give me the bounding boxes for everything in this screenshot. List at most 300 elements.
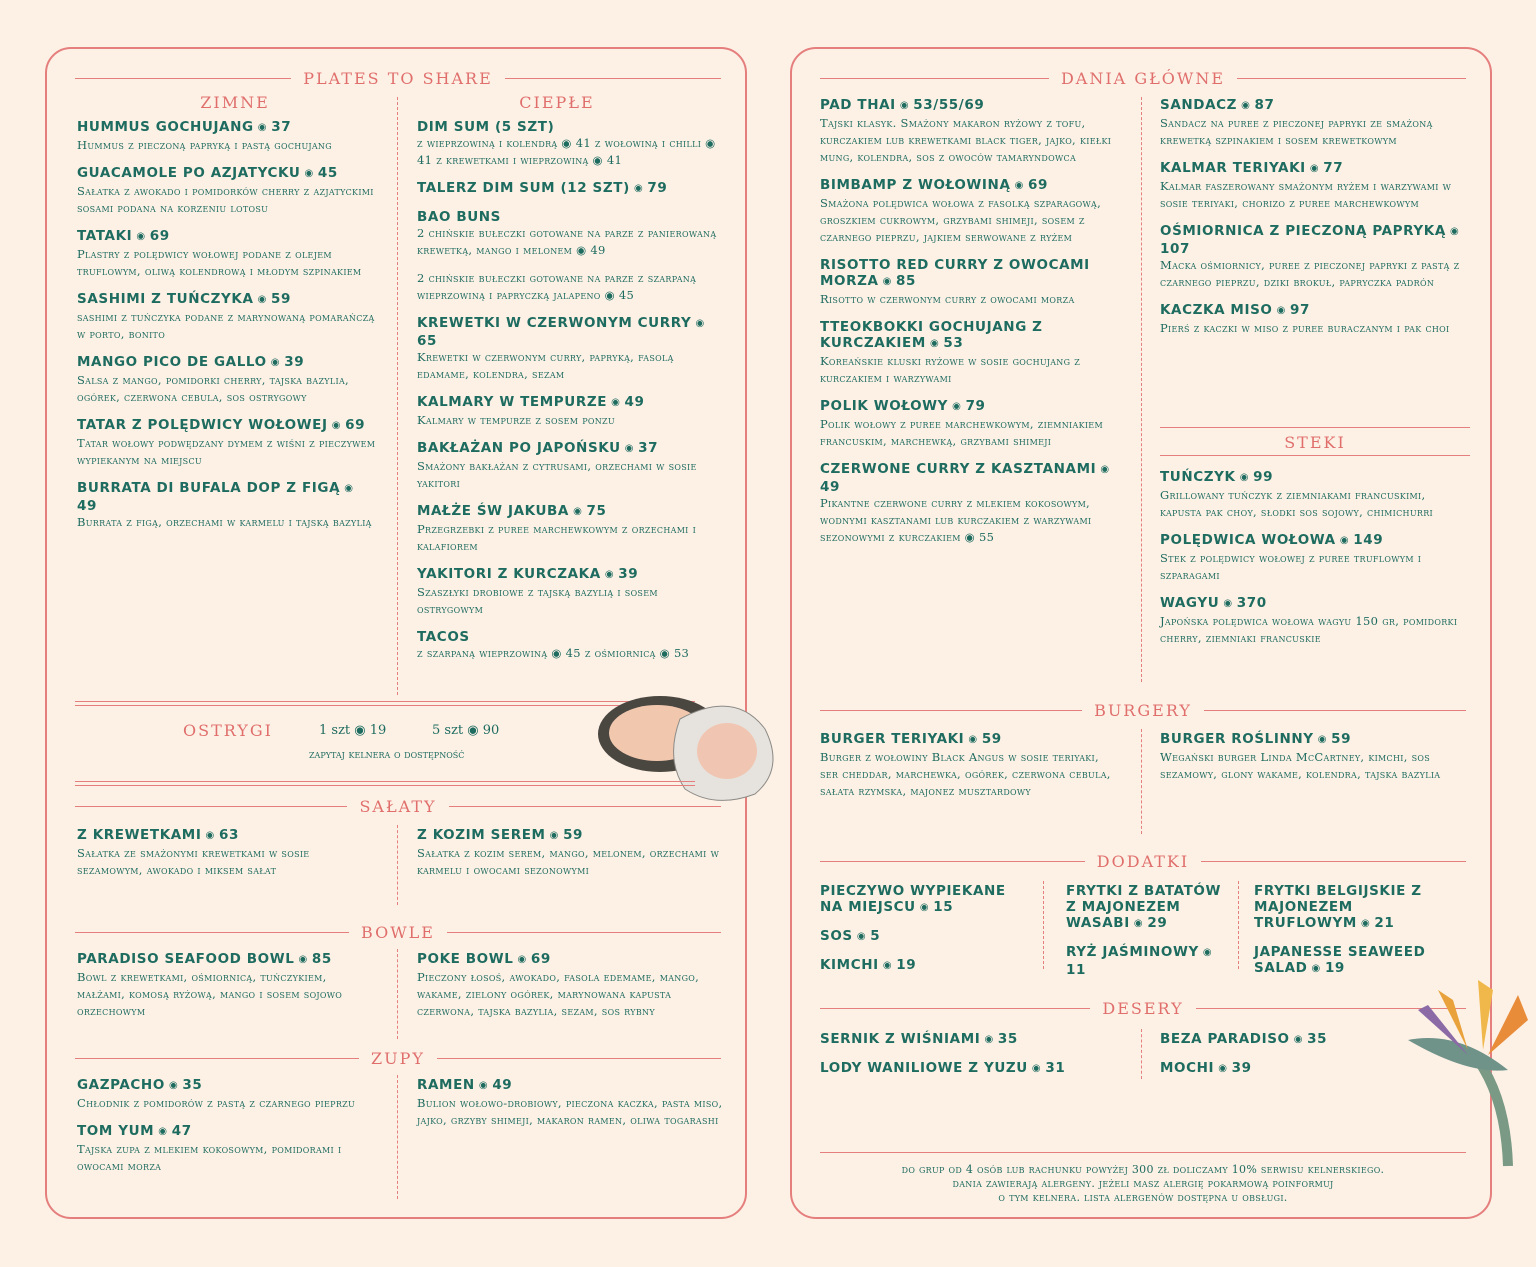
price-bullet-icon: ◉ [1219,598,1237,609]
section-header-zupy: ZUPY [75,1049,721,1068]
menu-item-description: Tajska zupa z mlekiem kokosowym, pomidorami i owocami morza [77,1142,342,1173]
price-bullet-icon: ◉ [629,183,648,194]
menu-item-price: 49 [77,498,97,514]
menu-item [820,1031,1120,1049]
menu-item-description: Hummus z pieczoną papryką i pastą gochujang [77,138,332,152]
item-name-text: BAKŁAŻAN PO JAPOŃSKU [417,440,621,456]
price-bullet-icon: ◉ [1237,100,1255,111]
price-bullet-icon: ◉ [1235,472,1254,483]
menu-item [417,1077,727,1129]
item-name-text: BAO BUNS [417,209,501,225]
menu-item-price: 69 [1028,177,1048,193]
list-bowle-2 [417,951,727,1031]
subheader-cieple: CIEPŁE [519,93,595,112]
item-name-text: PAD THAI [820,97,896,113]
menu-item-description: 2 chińskie bułeczki gotowane na parze z panierowaną krewetką, mango i melonem ◉ 49 [417,226,717,257]
menu-item-description: Polik wołowy z puree marchewkowym, ziemniakiem francuskim, marchewką, grzybami shimeji [820,417,1103,448]
menu-item [1160,97,1460,149]
menu-item [77,1123,377,1175]
menu-item-description: Stek z polędwicy wołowej z puree truflowym i szparagami [1160,551,1422,582]
menu-item-name [77,354,377,372]
price-bullet-icon: ◉ [1214,1063,1232,1074]
menu-item [77,119,377,154]
item-name-text: SERNIK Z WIŚNIAMI [820,1031,981,1047]
menu-item-price: 39 [284,354,305,370]
menu-item [417,270,727,304]
menu-item-price: 53 [943,335,964,351]
divider-line [75,781,695,782]
item-name-text: RYŻ JAŚMINOWY [1066,944,1199,960]
list-zupy-1 [77,1077,377,1186]
menu-item-description: Bowl z krewetkami, ośmiornicą, tuńczykiem, małżami, komosą ryżową, mango i sosem sojowo orzechowym [77,970,343,1018]
menu-item-price: 29 [1147,915,1168,931]
price-bullet-icon: ◉ [513,954,531,965]
menu-item [77,1077,377,1112]
menu-item [820,461,1120,546]
menu-item-name [820,731,1120,749]
price-bullet-icon: ◉ [253,294,272,305]
menu-item-name [417,951,727,969]
item-name-text: RISOTTO RED CURRY Z OWOCAMI MORZA [820,257,1090,289]
menu-item [1160,532,1460,584]
menu-item [77,228,377,280]
price-bullet-icon: ◉ [964,734,982,745]
menu-item-name [1066,944,1236,978]
menu-item [1160,160,1460,212]
menu-item [77,354,377,406]
menu-item-description: Kalmar faszerowany smażonym ryżem i warzywami w sosie teriyaki, chorizo z puree marchewkowym [1160,179,1452,210]
menu-item-description: Japońska polędwica wołowa wagyu 150 gr, pomidorki cherry, ziemniaki francuskie [1160,614,1458,645]
menu-item-name [1160,469,1460,487]
menu-item [820,398,1120,450]
divider-line [1160,455,1470,456]
price-bullet-icon: ◉ [1307,963,1325,974]
menu-item [417,209,727,259]
menu-item-price: 11 [1066,962,1086,978]
price-bullet-icon: ◉ [1289,1034,1308,1045]
menu-item [1254,944,1454,978]
item-name-text: KACZKA MISO [1160,302,1273,318]
menu-item-name [1160,302,1460,320]
menu-item-name [1254,944,1454,978]
menu-item-price: 65 [417,333,437,349]
menu-item-name [1160,731,1460,749]
menu-item-price: 39 [1231,1060,1252,1076]
menu-item-price: 19 [896,957,917,973]
item-name-text: KREWETKI W CZERWONYM CURRY [417,315,692,331]
menu-item-description: Koreańskie kluski ryżowe w sosie gochujang z kurczakiem i warzywami [820,354,1081,385]
item-name-text: Z KOZIM SEREM [417,827,546,843]
price-bullet-icon: ◉ [878,276,897,287]
item-name-text: FRYTKI Z BATATÓW Z MAJONEZEM WASABI [1066,883,1221,931]
menu-item-price: 77 [1323,160,1344,176]
price-bullet-icon: ◉ [1129,918,1148,929]
menu-item-price: 75 [586,503,607,519]
menu-item-description: z wieprzowiną i kolendrą ◉ 41 z wołowiną i chilli ◉ 41 z krewetkami i wieprzowiną ◉ 41 [417,136,716,167]
menu-item-name [1160,160,1460,178]
item-name-text: POLIK WOŁOWY [820,398,949,414]
menu-item-name [77,165,377,183]
menu-item [77,165,377,217]
section-header-dodatki: DODATKI [820,852,1466,871]
menu-item [417,440,727,492]
menu-item-price: 49 [820,479,840,495]
list-cieple [417,119,727,673]
oyster-note: zapytaj kelnera o dostępność [309,747,465,761]
menu-item-name [77,291,377,309]
menu-item-description: Sałatka z awokado i pomidorków cherry z azjatyckimi sosami podana na korzeniu lotosu [77,184,374,215]
menu-item-name [77,951,377,969]
column-divider [397,825,398,905]
menu-item-description: Burrata z figą, orzechami w karmelu i tajską bazylią [77,515,372,529]
flower-stem [1478,1060,1508,1166]
menu-item-price: 49 [624,394,645,410]
menu-item-name [417,180,727,198]
item-name-text: BEZA PARADISO [1160,1031,1290,1047]
menu-item-name [820,461,1120,495]
list-desery-1 [820,1031,1120,1089]
list-salaty-2 [417,827,727,890]
flower-petal [1488,995,1528,1055]
menu-item [820,1060,1120,1078]
menu-item [1160,731,1460,783]
menu-item [1066,883,1236,933]
menu-item [417,315,727,383]
menu-item [417,827,727,879]
price-bullet-icon: ◉ [620,443,639,454]
menu-item-price: 59 [271,291,292,307]
menu-item-name [77,1123,377,1141]
price-bullet-icon: ◉ [1198,947,1213,958]
menu-item [77,417,377,469]
menu-item-price: 37 [638,440,659,456]
item-name-text: BURGER ROŚLINNY [1160,731,1314,747]
menu-item-description: Tajski klasyk. Smażony makaron ryżowy z tofu, kurczakiem lub krewetkami black tiger, jajko, kiełki mung, kolendra, sos z owoców tamaryndowca [820,116,1112,164]
menu-item-name [417,827,727,845]
menu-item-name [1160,97,1460,115]
section-header-dania: DANIA GŁÓWNE [820,69,1466,88]
price-bullet-icon: ◉ [132,231,150,242]
menu-item-name [820,319,1120,353]
menu-item-description: Bulion wołowo-drobiowy, pieczona kaczka, pasta miso, jajko, grzyby shimeji, makaron ramen, oliwa togarashi [417,1096,723,1127]
price-bullet-icon: ◉ [164,1080,183,1091]
price-bullet-icon: ◉ [600,569,619,580]
price-bullet-icon: ◉ [327,420,346,431]
menu-item [1160,302,1460,337]
menu-item [77,951,377,1020]
menu-item [1160,223,1460,291]
column-divider [1043,881,1044,969]
menu-item [820,177,1120,246]
list-steki [1160,469,1460,658]
section-header-salaty: SAŁATY [75,797,721,816]
menu-item-name [820,398,1120,416]
menu-item-price: 31 [1045,1060,1066,1076]
item-name-text: SANDACZ [1160,97,1238,113]
item-name-text: TATAKI [77,228,133,244]
item-name-text: KALMAR TERIYAKI [1160,160,1306,176]
price-bullet-icon: ◉ [300,168,318,179]
list-zupy-2 [417,1077,727,1140]
footer-note: do grup od 4 osób lub rachunku powyżej 300 zł doliczamy 10% serwisu kelnerskiego. dania zawierają alergeny. jeżeli masz alergię pokarmową poinformuj o tym kelnera. lista alergenów dostępna u obsługi. [901,1163,1385,1204]
menu-item-description: 2 chińskie bułeczki gotowane na parze z szarpaną wieprzowiną i papryczką jalapeno ◉ 45 [417,271,697,302]
list-bowle-1 [77,951,377,1031]
item-name-text: MAŁŻE ŚW JAKUBA [417,503,569,519]
menu-item-description: Pierś z kaczki w miso z puree buraczanym i pak choi [1160,321,1450,335]
list-dodatki-3 [1254,883,1454,989]
oyster-price-1: 1 szt ◉ 19 [319,723,387,738]
menu-item-name [820,257,1120,291]
menu-item-name [1160,532,1460,550]
menu-item [417,566,727,618]
divider-line [820,1152,1466,1153]
menu-item-price: 59 [563,827,584,843]
menu-item-name [417,629,727,645]
item-name-text: JAPANESSE SEAWEED SALAD [1254,944,1426,976]
price-bullet-icon: ◉ [915,902,934,913]
oyster-illustration [595,689,785,807]
column-divider [397,97,398,695]
item-name-text: PIECZYWO WYPIEKANE NA MIEJSCU [820,883,1006,915]
subheader-ostrygi: OSTRYGI [183,721,273,740]
list-burgery-2 [1160,731,1460,794]
column-divider [397,1075,398,1199]
item-name-text: BIMBAMP Z WOŁOWINĄ [820,177,1011,193]
menu-item-price: 15 [933,899,954,915]
menu-item-description: Macka ośmiornicy, puree z pieczonej papryki z pastą z czarnego pieprzu, dziki brokuł, papryczka padrón [1160,258,1460,289]
item-name-text: RAMEN [417,1077,475,1093]
menu-item-price: 35 [182,1077,203,1093]
price-bullet-icon: ◉ [852,931,871,942]
menu-item-description: Sandacz na puree z pieczonej papryki ze smażoną krewetką szpinakiem i sosem krewetkowym [1160,116,1433,147]
menu-item-price: 47 [171,1123,192,1139]
menu-item-description: Risotto w czerwonym curry z owocami morza [820,292,1075,306]
menu-item-description: sashimi z tuńczyka podane z marynowaną pomarańczą w porto, bonito [77,310,375,341]
item-name-text: OŚMIORNICA Z PIECZONĄ PAPRYKĄ [1160,223,1446,239]
menu-item [820,97,1120,166]
column-divider [1141,729,1142,834]
price-bullet-icon: ◉ [691,318,705,329]
price-bullet-icon: ◉ [1010,180,1028,191]
menu-item-description: Pikantne czerwone curry z mlekiem kokosowym, wodnymi kasztanami lub kurczakiem z warzywami sezonowymi z kurczakiem ◉ 55 [820,496,1092,544]
item-name-text: TOM YUM [77,1123,155,1139]
price-bullet-icon: ◉ [266,357,285,368]
menu-item-description: Sałatka ze smażonymi krewetkami w sosie sezamowym, awokado i miksem sałat [77,846,310,877]
menu-item-description: Plastry z polędwicy wołowej podane z olejem truflowym, oliwą kolendrową i młodym szpinakiem [77,247,362,278]
price-bullet-icon: ◉ [1313,734,1332,745]
list-dodatki-2 [1066,883,1236,989]
price-bullet-icon: ◉ [980,1034,998,1045]
menu-item-name [417,209,727,225]
menu-item-name [417,503,727,521]
menu-item-description: Salsa z mango, pomidorki cherry, tajska bazylia, ogórek, czerwona cebula, sos ostrygowy [77,373,349,404]
price-bullet-icon: ◉ [545,830,564,841]
menu-item-price: 69 [530,951,551,967]
list-burgery-1 [820,731,1120,811]
menu-item-name [1254,883,1454,933]
item-name-text: POKE BOWL [417,951,514,967]
section-header-bowle: BOWLE [75,923,721,942]
menu-item [820,883,1020,917]
menu-item-price: 107 [1160,241,1190,257]
menu-item-description: Pieczony łosoś, awokado, fasola edemame, mango, wakame, zielony ogórek, marynowana kapusta czerwona, tajska bazylia, sezam, sos rybny [417,970,700,1018]
oyster-flesh-2 [697,723,757,779]
item-name-text: TATAR Z POLĘDWICY WOŁOWEJ [77,417,328,433]
menu-item [1066,944,1236,978]
menu-item [417,394,727,429]
item-name-text: HUMMUS GOCHUJANG [77,119,254,135]
menu-item-description: z szarpaną wieprzowiną ◉ 45 z ośmiornicą ◉ 53 [417,646,690,660]
menu-item-name [417,315,727,349]
menu-item-price: 49 [492,1077,513,1093]
item-name-text: TALERZ DIM SUM (12 SZT) [417,180,630,196]
section-header-plates: PLATES TO SHARE [75,69,721,88]
item-name-text: SASHIMI Z TUŃCZYKA [77,291,254,307]
menu-item [417,503,727,555]
menu-item-description: Smażona polędwica wołowa z fasolką szparagową, groszkiem cukrowym, grzybami shimeji, sosem z czarnego pieprzu, jajkiem serwowane z ryżem [820,196,1102,244]
column-divider [1238,881,1239,969]
menu-item-description: Wegański burger Linda McCartney, kimchi, sos sezamowy, glony wakame, kolendra, tajska bazylia [1160,750,1441,781]
left-menu-panel [45,47,747,1219]
menu-item-description: Szaszłyki drobiowe z tajską bazylią i sosem ostrygowym [417,585,658,616]
menu-item-name [417,119,727,135]
menu-item [820,731,1120,800]
menu-item-price: 21 [1374,915,1395,931]
menu-item-name [77,1077,377,1095]
menu-item-name [77,228,377,246]
menu-item-price: 97 [1289,302,1310,318]
menu-item-description: Krewetki w czerwonym curry, papryką, fasolą edamame, kolendra, sezam [417,350,674,381]
menu-item-name [417,440,727,458]
price-bullet-icon: ◉ [340,483,354,494]
subheader-zimne: ZIMNE [200,93,270,112]
menu-item [77,291,377,343]
price-bullet-icon: ◉ [1445,226,1460,237]
price-bullet-icon: ◉ [294,954,312,965]
item-name-text: POLĘDWICA WOŁOWA [1160,532,1336,548]
price-bullet-icon: ◉ [1305,163,1324,174]
menu-item-name [1160,595,1460,613]
menu-item-name [820,177,1120,195]
price-bullet-icon: ◉ [1027,1063,1046,1074]
item-name-text: TTEOKBOKKI GOCHUJANG Z KURCZAKIEM [820,319,1043,351]
menu-item [1160,595,1460,647]
section-header-desery: DESERY [820,999,1466,1018]
list-salaty-1 [77,827,377,890]
price-bullet-icon: ◉ [1096,464,1110,475]
item-name-text: PARADISO SEAFOOD BOWL [77,951,295,967]
oyster-price-5: 5 szt ◉ 90 [432,723,500,738]
item-name-text: SOS [820,928,853,944]
menu-item-description: Tatar wołowy podwędzany dymem z wiśni z pieczywem wypiekanym na miejscu [77,436,376,467]
menu-item-price: 79 [647,180,668,196]
subheader-steki: STEKI [1284,433,1346,452]
menu-item-description: Chłodnik z pomidorów z pastą z czarnego pieprzu [77,1096,356,1110]
menu-item [77,480,377,531]
menu-item-name [1066,883,1236,933]
list-dodatki-1 [820,883,1020,986]
menu-item-price: 87 [1254,97,1275,113]
menu-item [1254,883,1454,933]
menu-item-name [1160,223,1460,257]
menu-item-name [820,1060,1120,1078]
price-bullet-icon: ◉ [1272,305,1290,316]
item-name-text: WAGYU [1160,595,1220,611]
item-name-text: GAZPACHO [77,1077,165,1093]
menu-item-price: 79 [965,398,986,414]
menu-item-name [820,1031,1120,1049]
menu-item-description: Kalmary w tempurze z sosem ponzu [417,413,615,427]
menu-item-price: 53/55/69 [913,97,985,113]
menu-item-name [77,119,377,137]
menu-item-name [820,957,1020,975]
menu-item [820,319,1120,387]
item-name-text: GUACAMOLE PO AZJATYCKU [77,165,301,181]
menu-item-price: 39 [618,566,639,582]
menu-item [417,180,727,198]
menu-item-name [820,883,1020,917]
menu-item-name [820,97,1120,115]
menu-item-price: 19 [1324,960,1345,976]
menu-item [820,928,1020,946]
section-header-burgery: BURGERY [820,701,1466,720]
menu-item-price: 69 [149,228,170,244]
menu-item [77,827,377,879]
menu-item-price: 59 [1331,731,1352,747]
price-bullet-icon: ◉ [474,1080,493,1091]
price-bullet-icon: ◉ [948,401,966,412]
item-name-text: LODY WANILIOWE Z YUZU [820,1060,1028,1076]
menu-item [417,951,727,1020]
menu-item-name [820,928,1020,946]
item-name-text: MOCHI [1160,1060,1215,1076]
menu-item-name [77,480,377,514]
menu-item-description: Przegrzebki z puree marchewkowym z orzechami i kalafiorem [417,522,697,553]
price-bullet-icon: ◉ [895,100,914,111]
item-name-text: DIM SUM (5 SZT) [417,119,555,135]
menu-item-name [77,827,377,845]
menu-item-description: Sałatka z kozim serem, mango, melonem, orzechami w karmelu i owocami sezonowymi [417,846,720,877]
list-zimne [77,119,377,542]
menu-item-price: 85 [896,273,917,289]
menu-item-price: 370 [1236,595,1267,611]
menu-item-description: Grillowany tuńczyk z ziemniakami francuskimi, kapusta pak choy, słodki sos sojowy, chimichurri [1160,488,1433,519]
bird-of-paradise-flower-illustration [1398,980,1536,1168]
list-mains-2 [1160,97,1460,348]
menu-item-price: 59 [981,731,1002,747]
list-mains-1 [820,97,1120,557]
price-bullet-icon: ◉ [253,122,272,133]
item-name-text: KIMCHI [820,957,879,973]
price-bullet-icon: ◉ [1335,535,1354,546]
menu-item [820,257,1120,308]
menu-item-price: 45 [317,165,338,181]
menu-item-price: 37 [271,119,292,135]
right-menu-panel [790,47,1492,1219]
item-name-text: BURGER TERIYAKI [820,731,965,747]
menu-item-description: Burger z wołowiny Black Angus w sosie teriyaki, ser cheddar, marchewka, ogórek, czerwona cebula, sałata rzymska, majonez musztardowy [820,750,1111,798]
price-bullet-icon: ◉ [878,960,897,971]
flower-petal [1478,980,1493,1050]
column-divider [1141,97,1142,682]
menu-item-price: 63 [218,827,239,843]
menu-item-name [417,566,727,584]
item-name-text: Z KREWETKAMI [77,827,202,843]
divider-line [1160,427,1470,428]
item-name-text: KALMARY W TEMPURZE [417,394,608,410]
menu-item-price: 5 [870,928,881,944]
menu-item-price: 149 [1353,532,1384,548]
